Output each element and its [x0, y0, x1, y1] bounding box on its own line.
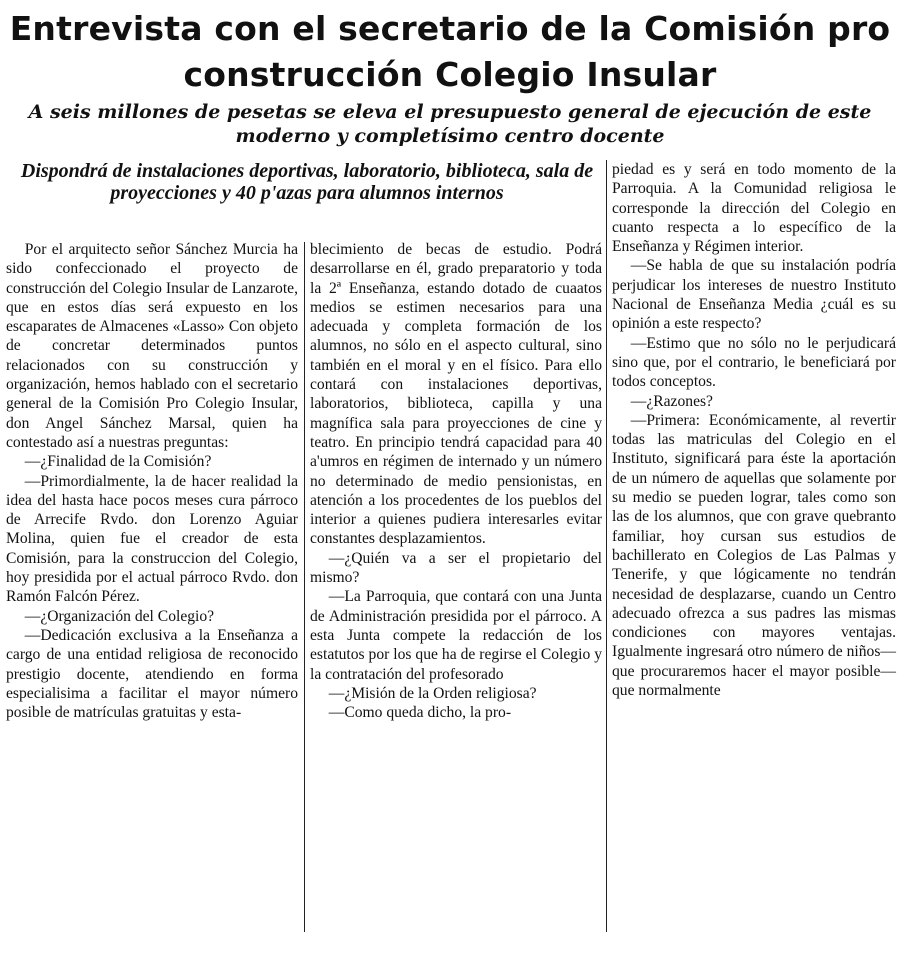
paragraph: —¿Organización del Colegio? [24, 607, 215, 625]
paragraph: —Dedicación exclusiva a la Enseñanza a cargo de una entidad religiosa de reconocido prestigio docente, atendiendo en forma especialisima a facilitar el mayor número posible de matrículas gratuitas y esta- [6, 626, 298, 722]
paragraph: —Primera: Económicamente, al revertir todas las matriculas del Colegio en el Instituto, significará para éste la aportación de un número de aquellas que solamente por su medio se pueden lograr, tales como son las de los alumnos, que con grave quebranto familiar, hoy cursan sus estudios de bachillerato en Colegios de Las Palmas y Tenerife, y que lógicamente no tendrán necesidad de desplazarse, cuando un Centro adecuado ofrezca a sus padres las mismas condiciones con mayores ventajas. Igualmente ingresará otro número de niños—que procuraremos hacer el mayor posible—que normalmente [612, 411, 896, 700]
paragraph: —¿Quién va a ser el propietario del mismo? [310, 549, 602, 587]
paragraph: —La Parroquia, que contará con una Junta de Administración presidida por el párroco. A esta Junta compete la redacción de los estatutos por los que ha de regirse el Colegio y la contratación del profesorado [310, 588, 602, 683]
paragraph: piedad es y será en todo momento de la Parroquia. A la Comunidad religiosa le corresponde la dirección del Colegio en cuanto respecta a lo específico de la Enseñanza y Régimen interior. [612, 161, 896, 256]
column-rule [606, 160, 607, 932]
paragraph: —¿Misión de la Orden religiosa? [328, 684, 537, 702]
paragraph: —Estimo que no sólo no le perjudicará sino que, por el contrario, le beneficiará por todos conceptos. [612, 334, 896, 391]
column-3 [612, 160, 896, 700]
column-1 [6, 240, 298, 722]
paragraph: —Se habla de que su instalación podría perjudicar los intereses de nuestro Instituto Nacional de Enseñanza Media ¿cuál es su opinión a este respecto? [612, 257, 896, 333]
paragraph: Por el arquitecto señor Sánchez Murcia ha sido confeccionado el proyecto de construcción del Colegio Insular de Lanzarote, que en estos días será expuesto en los escaparates de Almacenes «Lasso» Con objeto de concretar determinados puntos relacionados con su construcción y organización, hemos hablado con el secretario general de la Comisión Pro Colegio Insular, don Angel Sánchez Marsal, quien ha contestado así a nuestras preguntas: [6, 241, 298, 451]
paragraph: —Como queda dicho, la pro- [328, 704, 512, 722]
paragraph: blecimiento de becas de estudio. Podrá desarrollarse en él, grado preparatorio y toda la 2ª Enseñanza, estando dotado de cuaatos medios se estimen necesarios para una adecuada y completa formación de los alumnos, no sólo en el aspecto cultural, sino también en el moral y en el físico. Para ello contará con instalaciones deportivas, laboratorios, biblioteca, capilla y una magnífica sala para proyecciones de cine y teatro. En principio tendrá capacidad para 40 a'umros en régimen de internado y un número no determinado de medio pensionistas, en atención a los procedentes de los pueblos del interior a quienes pudiera interesarles evitar constantes desplazamientos. [310, 241, 602, 548]
column-rule [304, 242, 305, 932]
paragraph: —Primordialmente, la de hacer realidad la idea del hasta hace pocos meses cura párroco de Arrecife Rvdo. don Lorenzo Aguiar Molina, quien fue el creador de esta Comisión, para la construccion del Colegio, hoy presidida por el actual párroco Rvdo. don Ramón Falcón Pérez. [6, 472, 298, 606]
subheadline: A seis millones de pesetas se eleva el presupuesto general de ejecución de este moderno y completísimo centro docente [28, 101, 872, 147]
deck: Dispondrá de instalaciones deportivas, laboratorio, biblioteca, sala de proyecciones y 40 p'azas para alumnos internos [20, 160, 594, 204]
paragraph: —¿Razones? [630, 392, 713, 410]
paragraph: —¿Finalidad de la Comisión? [24, 453, 212, 471]
headline: Entrevista con el secretario de la Comisión pro construcción Colegio Insular [9, 9, 891, 94]
column-2 [310, 240, 602, 722]
